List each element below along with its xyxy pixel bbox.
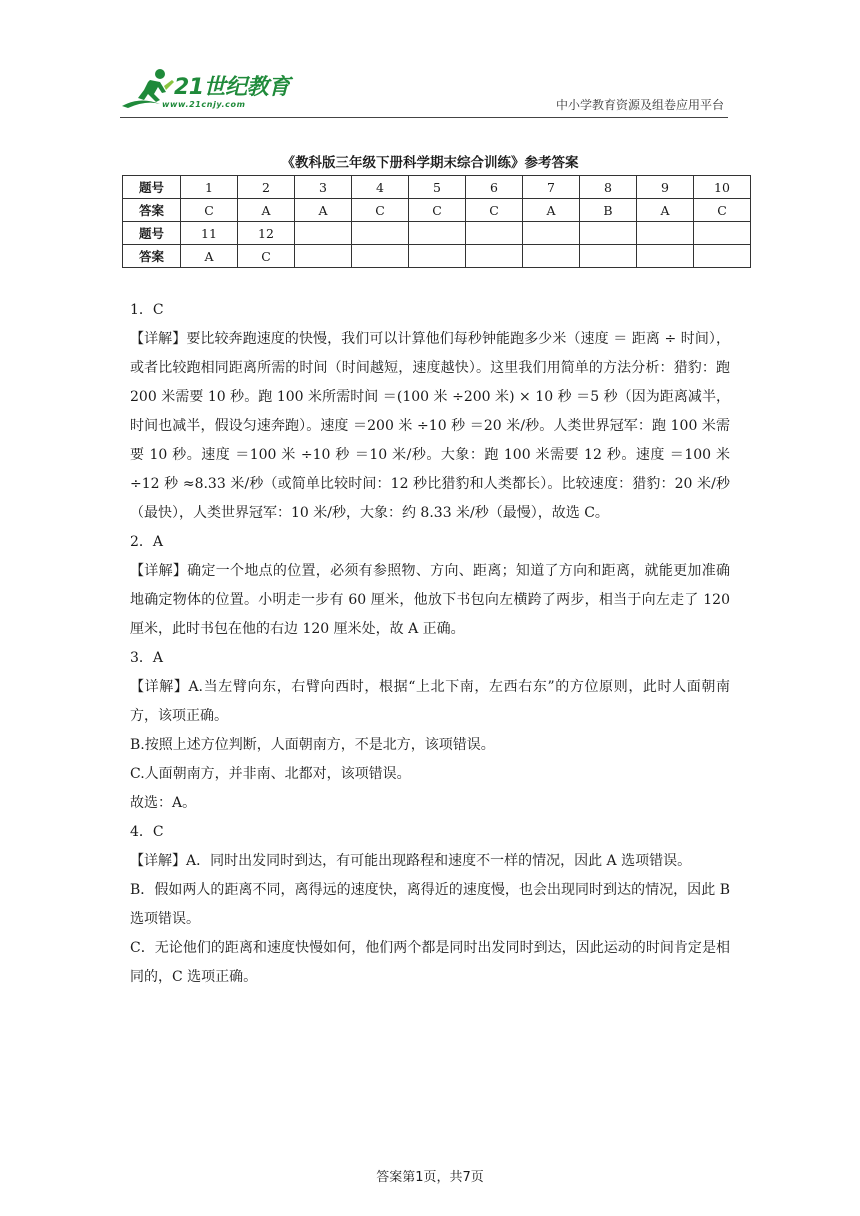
question-number: 2．A (130, 534, 164, 550)
table-cell: A (238, 199, 295, 222)
platform-name: 中小学教育资源及组卷应用平台 (555, 98, 724, 112)
table-cell (466, 222, 523, 245)
answer-explanations (130, 296, 730, 992)
explanation-paragraph: B.按照上述方位判断，人面朝南方，不是北方，该项错误。 (130, 737, 495, 753)
table-cell: 5 (409, 176, 466, 199)
header-divider (120, 117, 728, 118)
row-header: 题号 (123, 176, 181, 199)
explanation-paragraph: C．无论他们的距离和速度快慢如何，他们两个都是同时出发同时到达，因此运动的时间肯定是相同的，C 选项正确。 (130, 940, 730, 985)
table-cell: 7 (523, 176, 580, 199)
table-cell (523, 245, 580, 268)
page-footer: 答案第1页，共7页 (376, 1170, 484, 1185)
table-cell: 10 (694, 176, 751, 199)
table-cell: A (181, 245, 238, 268)
table-row (123, 176, 751, 199)
row-header: 答案 (123, 199, 181, 222)
explanation-paragraph: C.人面朝南方，并非南、北都对，该项错误。 (130, 766, 411, 782)
table-cell (409, 245, 466, 268)
table-cell: C (466, 199, 523, 222)
table-cell: 12 (238, 222, 295, 245)
table-cell (295, 222, 352, 245)
table-cell: 4 (352, 176, 409, 199)
table-cell: 6 (466, 176, 523, 199)
row-header: 答案 (123, 245, 181, 268)
explanation-paragraph: 故选：A。 (130, 795, 197, 811)
table-cell: A (637, 199, 694, 222)
page-header (120, 62, 728, 118)
question-number: 1．C (130, 302, 164, 318)
table-cell: C (694, 199, 751, 222)
table-cell (295, 245, 352, 268)
table-cell (466, 245, 523, 268)
explanation-paragraph: B．假如两人的距离不同，离得远的速度快，离得近的速度慢，也会出现同时到达的情况，因此 B 选项错误。 (130, 882, 730, 927)
table-cell: 3 (295, 176, 352, 199)
table-cell: 9 (637, 176, 694, 199)
question-number: 3．A (130, 650, 164, 666)
question-number: 4．C (130, 824, 164, 840)
table-cell: 1 (181, 176, 238, 199)
answer-table (122, 175, 751, 268)
table-cell (694, 222, 751, 245)
table-row (123, 245, 751, 268)
table-cell (352, 245, 409, 268)
explanation-paragraph: 【详解】A．同时出发同时到达，有可能出现路程和速度不一样的情况，因此 A 选项错误。 (130, 853, 692, 869)
table-cell: 11 (181, 222, 238, 245)
table-row (123, 199, 751, 222)
table-row (123, 222, 751, 245)
table-cell: 2 (238, 176, 295, 199)
table-cell (352, 222, 409, 245)
table-cell (580, 222, 637, 245)
document-title: 《教科版三年级下册科学期末综合训练》参考答案 (281, 155, 579, 171)
table-cell: 8 (580, 176, 637, 199)
explanation-paragraph: 【详解】确定一个地点的位置，必须有参照物、方向、距离；知道了方向和距离，就能更加准确地确定物体的位置。小明走一步有 60 厘米，他放下书包向左横跨了两步，相当于向左走了 120 厘米，此时书包在他的右边 120 厘米处，故 A 正确。 (130, 563, 730, 637)
table-cell: C (352, 199, 409, 222)
explanation-paragraph: 【详解】A.当左臂向东，右臂向西时，根据“上北下南，左西右东”的方位原则，此时人面朝南方，该项正确。 (130, 679, 730, 724)
table-cell (409, 222, 466, 245)
table-cell (694, 245, 751, 268)
logo-text: 21世纪教育 (174, 75, 290, 100)
explanation-paragraph: 【详解】要比较奔跑速度的快慢，我们可以计算他们每秒钟能跑多少米（速度 ＝ 距离 ÷ 时间），或者比较跑相同距离所需的时间（时间越短，速度越快）。这里我们用简单的方法分析：猎豹：跑 200 米需要 10 秒。跑 100 米所需时间 ＝(100 米 ÷200 米) × 10 秒 ＝5 秒（因为距离减半，时间也减半，假设匀速奔跑）。速度 ＝200 米 ÷10 秒 ＝20 米/秒。人类世界冠军：跑 100 米需要 10 秒。速度 ＝100 米 ÷10 秒 ＝10 米/秒。大象：跑 100 米需要 12 秒。速度 ＝100 米 ÷12 秒 ≈8.33 米/秒（或简单比较时间：12 秒比猎豹和人类都长）。比较速度：猎豹：20 米/秒（最快），人类世界冠军：10 米/秒，大象：约 8.33 米/秒（最慢），故选 C。 (130, 331, 730, 521)
logo-url: www.21cnjy.com (162, 100, 246, 109)
table-cell: A (523, 199, 580, 222)
table-cell: A (295, 199, 352, 222)
table-cell: C (238, 245, 295, 268)
table-cell: C (181, 199, 238, 222)
site-logo (120, 66, 290, 116)
table-cell: C (409, 199, 466, 222)
row-header: 题号 (123, 222, 181, 245)
table-cell (637, 245, 694, 268)
table-cell (523, 222, 580, 245)
table-cell (580, 245, 637, 268)
table-cell (637, 222, 694, 245)
table-cell: B (580, 199, 637, 222)
